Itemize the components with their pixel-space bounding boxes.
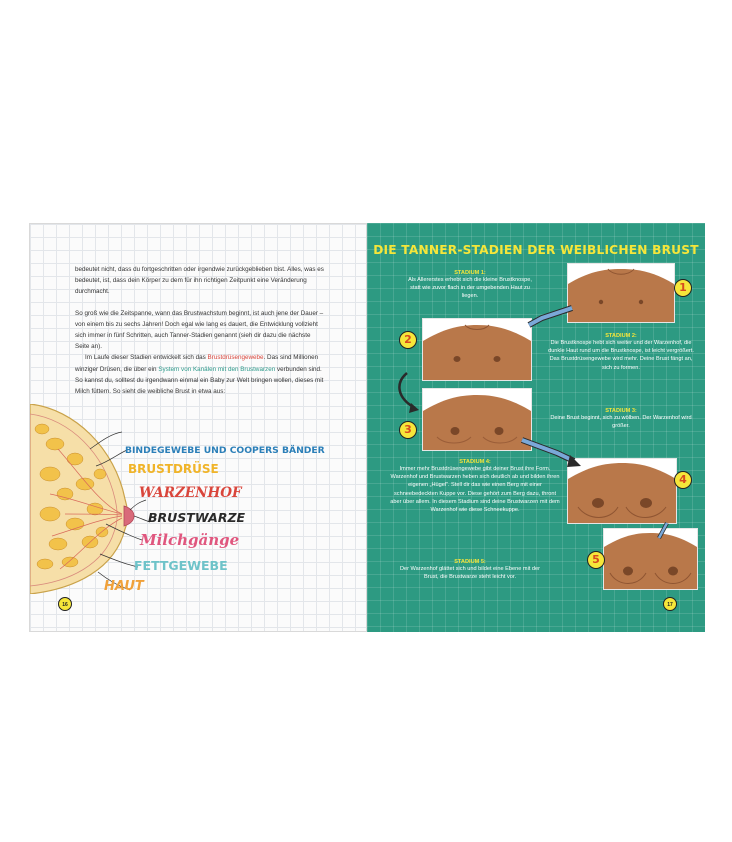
page-number-right: 17 [663,597,677,611]
stage-1-text: STADIUM 1: Als Allererstes erhebt sich die kleine Brustknospe, statt wie zuvor flach in der umgebenden Haut zu liegen. [408,270,532,300]
label-haut: HAUT [104,579,144,594]
label-warzenhof: WARZENHOF [139,485,242,501]
label-brustdruese: BRUSTDRÜSE [128,462,219,476]
stage-badge-4: 4 [674,471,692,489]
left-page [29,223,367,632]
body-text [75,264,325,407]
highlight-kanaele: System von Kanälen mit den Brustwarzen [158,365,276,373]
stage-badge-1: 1 [674,279,692,297]
page-number-left: 16 [58,597,72,611]
right-page [367,223,705,632]
label-bindegewebe: BINDEGEWEBE UND COOPERS BÄNDER [125,445,325,456]
label-brustwarze: BRUSTWARZE [148,510,246,525]
stage-arrows [367,223,705,632]
stage-4-text: STADIUM 4: Immer mehr Brustdrüsengewebe gibt deiner Brust ihre Form. Warzenhof und Brustwarzen heben sich deutlich ab und bilden ihren eigenen „Hügel“. Stell dir das wie einen Berg mit einer schneebedeckten Kuppe vor. Diese gehört zum Berg dazu, thront aber über allem. In diesem Stadium sind deine Brustwarzen mit dem Warzenhof wie diese Schneekuppe. [390,459,560,514]
paragraph-3: Im Laufe dieser Stadien entwickelt sich das Brustdrüsengewebe. Das sind Millionen winziger Drüsen, die über ein System von Kanälen mit den Brustwarzen verbunden sind. So kannst du, solltest du irgendwann einmal ein Baby zur Welt bringen wollen, dieses mit Milch füttern. So sieht die weibliche Brust in etwa aus: [75,354,324,396]
label-fettgewebe: FETTGEWEBE [134,558,228,573]
paragraph-2: So groß wie die Zeitspanne, wann das Brustwachstum beginnt, ist auch jene der Dauer – von einem bis zu sechs Jahren! Doch egal wie lang es dauert, die Entwicklung vollzieht sich immer in fünf Schritten, auch Tanner-Stadien genannt (sieh dir dazu die nächste Seite an). [75,309,324,351]
stage-badge-5: 5 [587,551,605,569]
book-spread [29,223,705,632]
label-milchgaenge: Milchgänge [140,531,240,549]
stage-badge-3: 3 [399,421,417,439]
stage-2-text: STADIUM 2: Die Brustknospe hebt sich weiter und der Warzenhof, die dunkle Haut rund um die Brustknospe, ist leicht vergrößert. Das Brustdrüsengewebe wird mehr. Deine Brust fängt an, sich zu formen. [548,333,694,371]
stage-3-text: STADIUM 3: Deine Brust beginnt, sich zu wölben. Der Warzenhof wird größer. [550,408,692,430]
paragraph-1: bedeutet nicht, dass du fortgeschritten oder irgendwie zurückgeblieben bist. Alles, was es bedeutet, ist, dass dein Körper zu dem für ihn richtigen Zeitpunkt eine Veränderung durchmacht. [75,266,324,296]
page-title: DIE TANNER-STADIEN DER WEIBLICHEN BRUST [373,243,699,257]
stage-5-text: STADIUM 5: Der Warzenhof glättet sich und bildet eine Ebene mit der Brust, die Brustwarze steht leicht vor. [399,559,541,581]
stage-badge-2: 2 [399,331,417,349]
highlight-brustdruesengewebe: Brustdrüsengewebe [207,354,264,362]
